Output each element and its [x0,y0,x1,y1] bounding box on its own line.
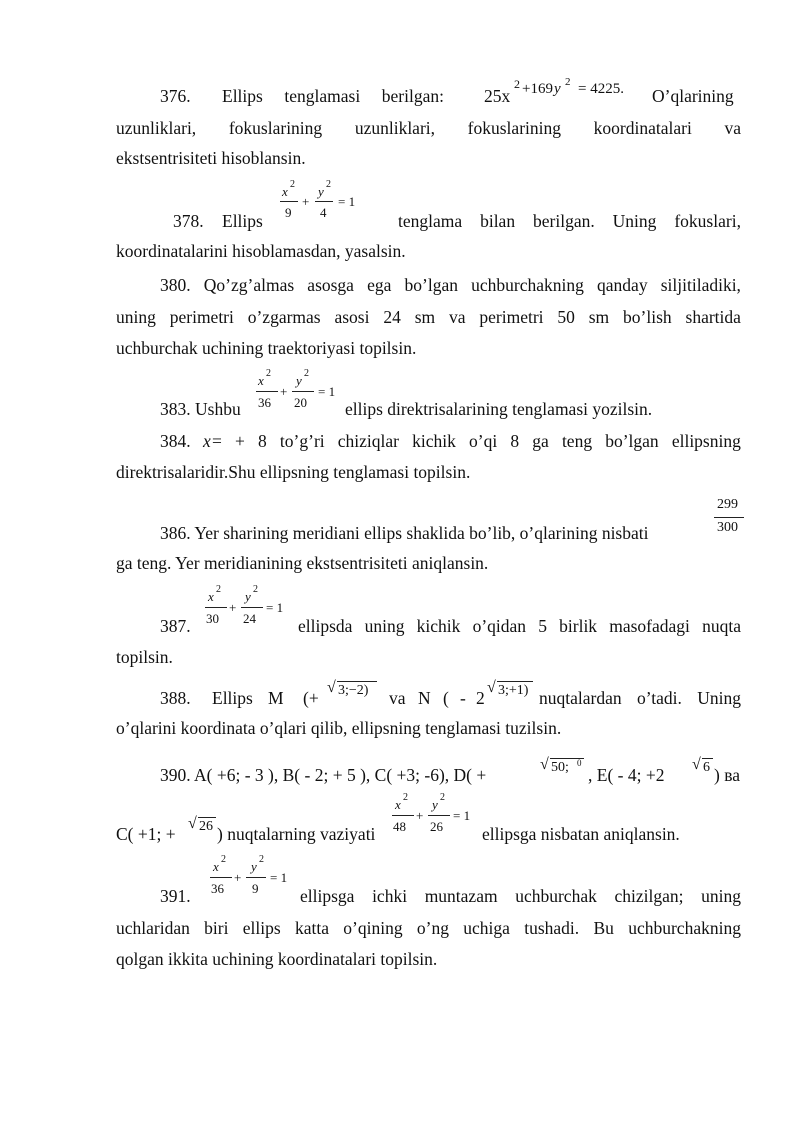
word: uzunliklari, [116,118,197,138]
exponent: 2 [326,179,331,190]
word: bo’lish [623,307,672,327]
problem-380-line1 [160,277,741,295]
sqrt-icon: √ [487,679,496,696]
sqrt-bar [337,681,377,682]
eq-term: +169 [522,81,553,97]
word: sm [588,307,610,327]
word: biri [204,918,229,938]
word: ellipsda [298,616,353,636]
fraction-bar [256,391,278,392]
problem-number: 376. [160,86,191,106]
sqrt-content: 26 [199,819,213,834]
word: fokuslarining [467,118,561,138]
sqrt-content: 50; [551,760,569,775]
numerator: 299 [717,497,738,512]
text-span: C( +1; + [116,824,176,844]
numerator: y [318,184,324,199]
word: siljitiladiki, [660,275,741,295]
word: bo’lgan [605,431,659,451]
word: uning [116,307,156,327]
word: asosi [334,307,370,327]
word: kichik [416,616,461,636]
text-line: koordinatalarini hisoblamasdan, yasalsin. [116,241,406,261]
word: asosga [307,275,354,295]
word: Ellips [222,211,263,231]
word: koordinatalari [593,118,692,138]
numerator: x [258,373,264,388]
word: uchlaridan [116,918,190,938]
word: bo’lgan [404,275,458,295]
denominator: 30 [206,611,219,626]
exponent: 2 [253,584,258,595]
word: - [460,688,466,708]
word: o’qidan [472,616,527,636]
text-span: ) ва [714,765,741,785]
sqrt-icon: √ [692,756,701,773]
word: ellips [242,918,281,938]
text-line: qolgan ikkita uchining koordinatalari topilsin. [116,949,438,969]
text-line: uchburchak uchining traektoriyasi topilsin. [116,338,417,358]
eq-rhs: = 1 [318,384,336,399]
denominator: 4 [320,205,327,220]
word: uchiga [463,918,510,938]
word: bilan [480,211,516,231]
word: 24 [383,307,401,327]
exponent: 2 [514,77,520,91]
text-line: topilsin. [116,647,173,667]
word: fokuslari, [674,211,741,231]
word: shartida [685,307,741,327]
sqrt-bar [702,758,713,759]
word: 380. [160,275,191,295]
problem-number: 391. [160,886,191,906]
word: masofadagi [609,616,690,636]
word: berilgan. [533,211,595,231]
text-span: ellipsga nisbatan aniqlansin. [482,824,680,844]
eq-rhs: = 1 [453,808,471,823]
problem-391-line2 [116,920,741,938]
word: uchburchakning [628,918,741,938]
word: ichki [372,886,408,906]
sqrt-icon: √ [327,679,336,696]
word: kichik [412,431,456,451]
eq-rhs: = 1 [270,870,288,885]
fraction-bar [246,877,266,878]
word: katta [294,918,329,938]
word: uning [364,616,405,636]
word: 8 [258,431,267,451]
sqrt-content: 3;+1) [498,683,529,698]
fraction-bar [392,815,414,816]
text-line: direktrisalaridir.Shu ellipsning tenglamasi topilsin. [116,462,471,482]
word: uzunliklari, [354,118,436,138]
word: M [268,688,284,708]
word: birlik [559,616,598,636]
problem-378-line1-tail [398,213,741,231]
word: teng [561,431,593,451]
eq-rhs: = 1 [338,194,356,209]
plus-sign: + [302,194,310,209]
fraction-bar [280,201,298,202]
fraction-bar [315,201,333,202]
word: fokuslarining [228,118,323,138]
denominator: 36 [258,395,271,410]
word: chizilgan; [614,886,684,906]
problem-376-line2 [116,120,741,138]
word: ellipsning [671,431,741,451]
denominator: 9 [285,205,292,220]
denominator: 9 [252,881,259,896]
word: Uning [612,211,657,231]
word: Bu [593,918,614,938]
word: uchburchakning [471,275,584,295]
numerator: x [213,859,219,874]
numerator: y [432,797,438,812]
word: perimetri [169,307,234,327]
word: o’zgarmas [247,307,321,327]
fraction-bar [428,815,450,816]
word: 5 [538,616,547,636]
word: muntazam [424,886,498,906]
word: Ellips [222,86,263,106]
word: ega [367,275,392,295]
numerator: x [282,184,288,199]
sqrt-content: 3;−2) [338,683,369,698]
text-span: 386. Yer sharining meridiani ellips shaklida bo’lib, o’qlarining nisbati [160,523,649,543]
word: o’tadi. [636,688,682,708]
denominator: 36 [211,881,224,896]
problem-380-line2 [116,309,741,327]
fraction-bar [714,517,744,518]
word: 2 [476,688,485,708]
exponent: 2 [266,368,271,379]
eq-term: 25x [484,86,511,106]
word: nuqtalardan [539,688,622,708]
word: o’ng [416,918,449,938]
exponent: 2 [440,792,445,803]
word: perimetri [479,307,544,327]
exponent: 2 [290,179,295,190]
word: = [212,431,222,451]
text-span: 383. Ushbu [160,399,241,419]
exponent: 2 [403,792,408,803]
problem-number: 384. [160,431,191,451]
fraction-bar [205,607,227,608]
word: Ellips [212,688,253,708]
problem-number: 388. [160,688,191,708]
text-span: ellips direktrisalarining tenglamasi yozilsin. [345,399,653,419]
word: va [449,307,466,327]
numerator: x [395,797,401,812]
numerator: y [251,859,257,874]
word: berilgan: [381,86,444,106]
numerator: x [208,589,214,604]
word: (+ [303,688,319,708]
fraction-bar [292,391,314,392]
word: ( [443,688,449,708]
exponent: 2 [565,76,571,88]
word: to’g’ri [279,431,325,451]
fraction-bar [210,877,232,878]
numerator: y [245,589,251,604]
equation-376 [484,88,510,106]
word: tenglamasi [284,86,361,106]
word: va [389,688,406,708]
fraction-bar [241,607,263,608]
word: N [418,688,431,708]
word: uchburchak [515,886,597,906]
exponent: 2 [259,854,264,865]
exponent: 2 [216,584,221,595]
problem-number: 387. [160,616,191,636]
problem-number: 378. [173,211,204,231]
problem-391-line1-tail [300,888,741,906]
sqrt-bar [497,681,533,682]
plus-sign: + [416,808,424,823]
text-span: 390. A( +6; - 3 ), B( - 2; + 5 ), C( +3; -6), D( + [160,765,487,785]
eq-rhs: = 1 [266,600,284,615]
word: + [235,431,245,451]
plus-sign: + [280,384,288,399]
problem-387-line1-tail [298,618,741,636]
text-span: , E( - 4; +2 [588,765,665,785]
word: o’qining [343,918,403,938]
exponent: 2 [221,854,226,865]
text-line: ekstsentrisiteti hisoblansin. [116,148,306,168]
denominator: 20 [294,395,307,410]
denominator: 300 [717,520,738,535]
word: qanday [597,275,648,295]
exponent: 2 [304,368,309,379]
plus-sign: + [229,600,237,615]
word: chiziqlar [337,431,399,451]
denominator: 24 [243,611,256,626]
variable: x [203,431,211,451]
sqrt-icon: √ [540,756,549,773]
word: 50 [557,307,575,327]
word: tushadi. [524,918,580,938]
word: ga [532,431,549,451]
denominator: 26 [430,819,443,834]
problem-384-line1 [212,433,741,451]
word: o’qi [469,431,498,451]
word: Uning [697,688,741,708]
word: uning [701,886,741,906]
word: ellipsga [300,886,355,906]
text-line: o’qlarini koordinata o’qlari qilib, ellipsning tenglamasi tuzilsin. [116,718,562,738]
denominator: 48 [393,819,406,834]
word: sm [414,307,436,327]
text-span: O’qlarining [652,86,734,106]
plus-sign: + [234,870,242,885]
text-line: ga teng. Yer meridianining ekstsentrisiteti aniqlansin. [116,553,489,573]
word: nuqta [702,616,741,636]
word: va [724,118,741,138]
word: tenglama [398,211,463,231]
word: 8 [510,431,520,451]
numerator: y [296,373,302,388]
sqrt-icon: √ [188,815,197,832]
sqrt-bar [198,817,216,818]
text-span: ) nuqtalarning vaziyati [217,824,376,844]
problem-376-line1-words [222,88,444,106]
eq-rhs: = 4225. [578,81,624,97]
word: Qo’zg’almas [203,275,295,295]
superscript: 0 [577,758,582,768]
eq-var: y [554,81,561,97]
problem-388-line1-tail [539,690,741,708]
sqrt-content: 6 [703,760,710,775]
